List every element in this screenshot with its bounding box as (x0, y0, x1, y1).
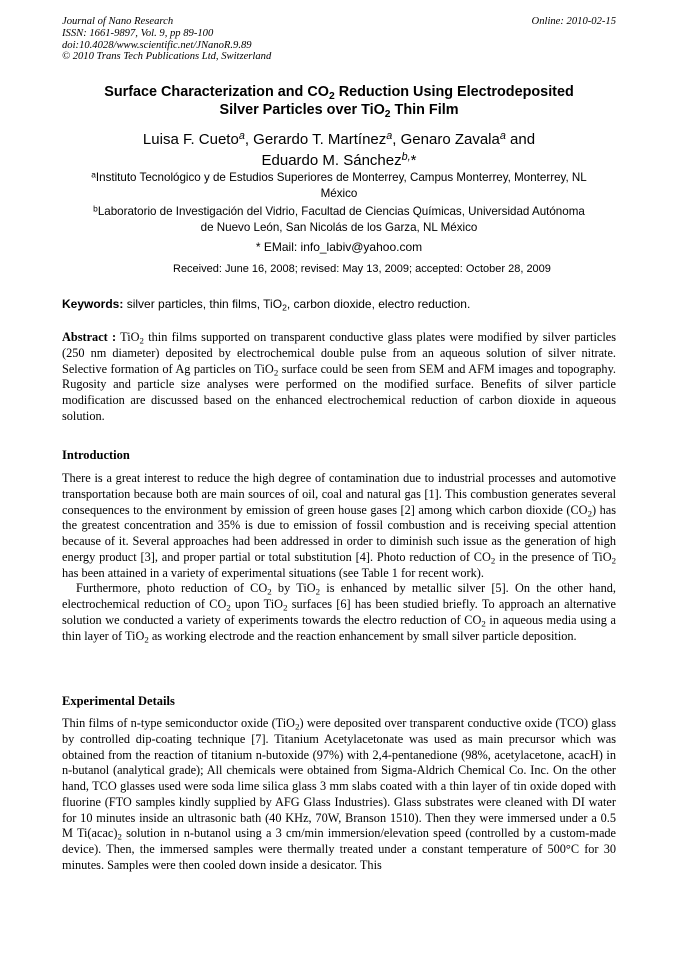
affiliation-b: $^b$Laboratorio de Investigación del Vidrio, Facultad de Ciencias Químicas, Universidad Autónoma de Nuevo León, San Nicolás de los Garza, NL México (93, 203, 585, 234)
affiliation-a: $^a$Instituto Tecnológico y de Estudios Superiores de Monterrey, Campus Monterrey, Monterrey, NL México (91, 169, 587, 200)
title-line-1: Surface Characterization and $CO_2$ Reduction Using Electrodeposited (104, 84, 574, 102)
journal-name: Journal of Nano Research (62, 16, 174, 27)
authors-line-2: Eduardo M. Sánchez$^{b,}$* (261, 151, 417, 169)
keywords: Keywords: silver particles, thin films, TiO$_2$, carbon dioxide, electro reduction. (62, 297, 471, 313)
introduction-heading: Introduction (62, 448, 130, 462)
intro-paragraph-2: Furthermore, photo reduction of $CO_2$ by TiO$_2$ is enhanced by metallic silver [5]. On the other hand, electrochemical reduction of $CO_2$ upon TiO$_2$ surfaces [6] has been studied briefly. To approach an alternative solution we conducted a variety of experiments towards the electro reduction of $CO_2$ in aqueous media using a thin layer of TiO$_2$ as working electrode and the reaction enhancement by small silver particle deposition. (62, 581, 616, 644)
received-dates: Received: June 16, 2008; revised: May 13, 2009; accepted: October 28, 2009 (173, 263, 551, 275)
journal-header (62, 16, 271, 63)
experimental-heading: Experimental Details (62, 694, 175, 708)
keywords-label: Keywords: (62, 297, 124, 311)
experimental-body (62, 716, 616, 874)
author-list (62, 129, 616, 171)
title-line-2: Silver Particles over TiO$_2$ Thin Film (219, 102, 459, 120)
journal-issn: ISSN: 1661-9897, Vol. 9, pp 89-100 (62, 27, 214, 39)
journal-doi: doi:10.4028/www.scientific.net/JNanoR.9.89 (62, 39, 252, 51)
introduction-body (62, 471, 616, 644)
paper-title (62, 83, 616, 119)
authors-line-1: Luisa F. Cueto$^a$, Gerardo T. Martínez$^a$, Genaro Zavala$^a$ and (142, 130, 536, 148)
journal-copyright: © 2010 Trans Tech Publications Ltd, Switzerland (62, 51, 272, 63)
abstract: Abstract : TiO$_2$ thin films supported on transparent conductive glass plates were modified by silver particles (250 nm diameter) deposited by electrochemical double pulse from an aqueous solution of silver nitrate. Selective formation of Ag particles on TiO$_2$ surface could be seen from SEM and AFM images and topography. Rugosity and particle size analyses were performed on the modified surface. Benefits of silver particle modification are discussed based on the enhanced electrochemical reduction of carbon dioxide in aqueous solution. (62, 330, 616, 423)
corresponding-email: * EMail: info_labiv@yahoo.com (255, 240, 423, 254)
online-date: Online: 2010-02-15 (531, 16, 616, 27)
intro-paragraph-1: There is a great interest to reduce the high degree of contamination due to industrial processes and automotive transportation because both are main sources of oil, coal and natural gas [1]. This combustion generates several consequences to the environment by emission of green house gases [2] among which carbon dioxide $(CO_2)$ has the greatest concentration and 35% is due to emission of fossil combustion and is receiving special attention because of it. Several approaches had been addressed in order to diminish such issue as the generation of high energy product [3], and proper partial or total substitution [4]. Photo reduction of $CO_2$ in the presence of TiO$_2$ has been attained in a variety of experimental situations (see Table 1 for recent work). (62, 471, 617, 580)
abstract-label: Abstract : (62, 330, 117, 344)
experimental-paragraph: Thin films of n-type semiconductor oxide (TiO$_2$) were deposited over transparent conductive oxide (TCO) glass by controlled dip-coating technique [7]. Titanium Acetylacetonate was used as main precursor which was obtained from the reaction of titanium n-butoxide (97%) with 2,4-pentanedione (98%, acetylacetone, acacH) in n-butanol (analytical grade); All chemicals were obtained from Sigma-Aldrich Chemical Co. Inc. On the other hand, TCO glasses used were soda lime silica glass 3 mm slabs coated with a thin layer of tin oxide doped with fluorine (FTO samples kindly supplied by AFG Glass Industries). Glass substrates were cleaned with DI water for 10 minutes inside an ultrasonic bath (40 KHz, 70W, Branson 1510). Then they were immersed under a 0.5 M $Ti(acac)_2$ solution in n-butanol using a 3 cm/min immersion/elevation speed (controlled by a custom-made device). Then, the immersed samples were thermally treated under a constant temperature of 500°C for 30 minutes. Samples were then cooled down inside a desicator. This (62, 716, 617, 872)
